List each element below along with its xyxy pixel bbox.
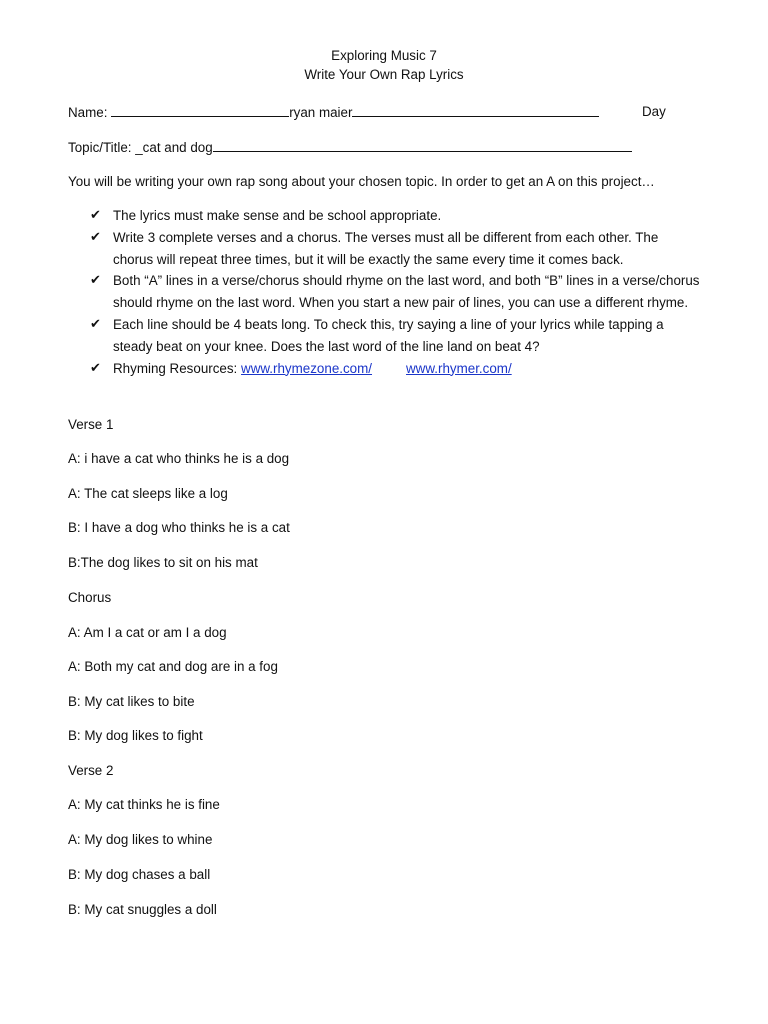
topic-value: _cat and dog [135, 140, 213, 155]
name-value: ryan maier [289, 105, 353, 120]
lyric-line: A: My cat thinks he is fine [68, 797, 220, 812]
lyric-line: B: I have a dog who thinks he is a cat [68, 520, 290, 535]
checkmark-icon: ✔ [90, 273, 101, 289]
requirement-item: ✔ Both “A” lines in a verse/chorus should rhyme on the last word, and both “B” lines in a verse/chorus should rhyme on the last word. When you start a new pair of lines, you can use a different rhyme. [90, 270, 700, 314]
verse1-heading: Verse 1 [68, 417, 114, 432]
lyric-line: A: Am I a cat or am I a dog [68, 625, 227, 640]
lyric-line: B: My dog likes to fight [68, 728, 203, 743]
lyric-line: A: My dog likes to whine [68, 832, 213, 847]
requirements-list [90, 205, 700, 379]
topic-label: Topic/Title: [68, 140, 132, 155]
assignment-title: Write Your Own Rap Lyrics [304, 67, 464, 82]
requirement-item: ✔ Each line should be 4 beats long. To check this, try saying a line of your lyrics while tapping a steady beat on your knee. Does the last word of the line land on beat 4? [90, 314, 700, 358]
intro-text: You will be writing your own rap song about your chosen topic. In order to get an A on this project… [68, 174, 655, 189]
resources-label: Rhyming Resources: [113, 360, 238, 376]
name-blank-right [352, 103, 599, 117]
requirement-item: ✔ Write 3 complete verses and a chorus. The verses must all be different from each other. The chorus will repeat three times, but it will be exactly the same every time it comes back. [90, 227, 700, 271]
requirement-item-resources [90, 358, 700, 380]
topic-blank [213, 138, 632, 152]
course-title: Exploring Music 7 [331, 48, 437, 63]
name-blank-left [111, 103, 289, 117]
lyric-line: B:The dog likes to sit on his mat [68, 555, 258, 570]
lyric-line: A: The cat sleeps like a log [68, 486, 228, 501]
name-label: Name: [68, 105, 108, 120]
checkmark-icon: ✔ [90, 316, 101, 332]
rhymezone-link[interactable]: www.rhymezone.com/ [241, 360, 373, 376]
lyric-line: B: My cat likes to bite [68, 694, 195, 709]
lyric-line: A: Both my cat and dog are in a fog [68, 659, 278, 674]
name-row [68, 103, 599, 122]
requirement-item: ✔ The lyrics must make sense and be school appropriate. [90, 205, 700, 227]
topic-row [68, 138, 632, 157]
lyric-line: B: My cat snuggles a doll [68, 902, 217, 917]
rhymer-link[interactable]: www.rhymer.com/ [406, 360, 512, 376]
day-label: Day [642, 104, 666, 119]
checkmark-icon: ✔ [90, 360, 101, 376]
lyric-line: B: My dog chases a ball [68, 867, 211, 882]
lyric-line: A: i have a cat who thinks he is a dog [68, 451, 290, 466]
checkmark-icon: ✔ [90, 229, 101, 245]
chorus-heading: Chorus [68, 590, 112, 605]
checkmark-icon: ✔ [90, 208, 101, 223]
verse2-heading: Verse 2 [68, 763, 114, 778]
